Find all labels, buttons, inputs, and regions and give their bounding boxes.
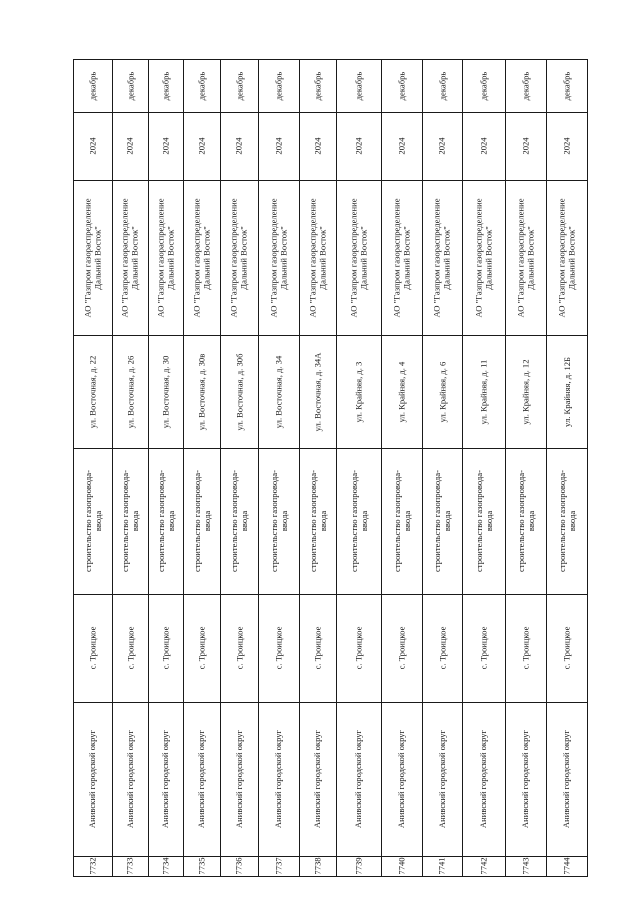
year-text: 2024 bbox=[437, 137, 447, 155]
work-line: строительство газопровода- bbox=[432, 470, 442, 572]
district-text: Анивский городской округ bbox=[353, 729, 364, 829]
org-text bbox=[192, 198, 212, 317]
row-divider bbox=[587, 59, 588, 876]
address-text: ул. Восточная, д. 34 bbox=[273, 355, 284, 428]
work-line: строительство газопровода- bbox=[229, 470, 239, 572]
org-text bbox=[120, 198, 140, 317]
settlement-text: с. Троицкое bbox=[160, 626, 171, 670]
district-text: Анивский городской округ bbox=[437, 729, 447, 829]
cell-work bbox=[546, 448, 587, 594]
cell-address bbox=[183, 335, 220, 448]
num-text: 7733 bbox=[125, 857, 135, 875]
org-text bbox=[269, 198, 289, 317]
address-text: ул. Восточная, д. 30 bbox=[160, 355, 171, 428]
cell-address bbox=[462, 335, 505, 448]
work-text bbox=[192, 470, 212, 572]
cell-address bbox=[546, 335, 587, 448]
org-line: АО "Газпром газораспределение bbox=[82, 197, 93, 318]
cell-district bbox=[462, 702, 505, 856]
year-text: 2024 bbox=[561, 137, 572, 155]
cell-num bbox=[183, 856, 220, 876]
cell-address bbox=[73, 335, 112, 448]
work-line: ввода bbox=[483, 510, 494, 532]
month-text: декабрь bbox=[124, 71, 135, 100]
work-line: строительство газопровода- bbox=[556, 470, 567, 572]
cell-district bbox=[148, 702, 183, 856]
cell-district bbox=[258, 702, 299, 856]
work-line: ввода bbox=[130, 510, 140, 532]
cell-settlement bbox=[258, 594, 299, 702]
work-line: ввода bbox=[165, 510, 176, 532]
address-text: ул. Восточная, д. 26 bbox=[125, 355, 135, 428]
work-text bbox=[474, 470, 494, 572]
year-text: 2024 bbox=[273, 137, 284, 155]
work-text bbox=[229, 470, 249, 572]
cell-work bbox=[381, 448, 422, 594]
cell-settlement bbox=[220, 594, 258, 702]
org-line: АО "Газпром газораспределение bbox=[155, 197, 166, 318]
work-line: ввода bbox=[92, 510, 103, 532]
cell-month bbox=[336, 59, 381, 112]
cell-address bbox=[422, 335, 462, 448]
num-text: 7737 bbox=[273, 857, 284, 875]
cell-settlement bbox=[505, 594, 546, 702]
cell-month bbox=[422, 59, 462, 112]
settlement-text: с. Троицкое bbox=[437, 626, 447, 670]
address-text: ул. Восточная, д. 22 bbox=[87, 355, 98, 428]
cell-month bbox=[148, 59, 183, 112]
district-text: Анивский городской округ bbox=[125, 729, 135, 829]
cell-num bbox=[381, 856, 422, 876]
cell-district bbox=[220, 702, 258, 856]
month-text: декабрь bbox=[478, 71, 489, 100]
cell-year bbox=[148, 112, 183, 180]
org-line: АО "Газпром газораспределение bbox=[307, 197, 318, 318]
cell-district bbox=[546, 702, 587, 856]
cell-month bbox=[299, 59, 336, 112]
cell-work bbox=[422, 448, 462, 594]
cell-work bbox=[299, 448, 336, 594]
cell-org bbox=[462, 180, 505, 335]
work-line: ввода bbox=[278, 510, 289, 532]
cell-year bbox=[462, 112, 505, 180]
cell-num bbox=[505, 856, 546, 876]
work-text bbox=[120, 470, 140, 572]
num-text: 7734 bbox=[160, 857, 171, 875]
work-line: строительство газопровода- bbox=[515, 470, 526, 572]
cell-month bbox=[220, 59, 258, 112]
month-text: декабрь bbox=[273, 71, 284, 100]
num-text: 7742 bbox=[478, 857, 489, 875]
cell-work bbox=[258, 448, 299, 594]
cell-district bbox=[336, 702, 381, 856]
org-line: АО "Газпром газораспределение bbox=[191, 197, 202, 318]
work-line: ввода bbox=[566, 510, 577, 532]
cell-address bbox=[148, 335, 183, 448]
org-line: АО "Газпром газораспределение bbox=[473, 197, 484, 318]
cell-org bbox=[183, 180, 220, 335]
cell-org bbox=[546, 180, 587, 335]
work-line: строительство газопровода- bbox=[307, 470, 318, 572]
settlement-text: с. Троицкое bbox=[396, 626, 407, 670]
month-text: декабрь bbox=[196, 71, 207, 100]
cell-year bbox=[299, 112, 336, 180]
cell-address bbox=[505, 335, 546, 448]
month-text: декабрь bbox=[396, 71, 407, 100]
cell-district bbox=[183, 702, 220, 856]
org-text bbox=[308, 198, 328, 317]
org-line: Дальний Восток" bbox=[566, 225, 577, 290]
cell-work bbox=[148, 448, 183, 594]
work-text bbox=[156, 470, 176, 572]
cell-month bbox=[462, 59, 505, 112]
cell-address bbox=[299, 335, 336, 448]
district-text: Анивский городской округ bbox=[160, 729, 171, 829]
cell-num bbox=[258, 856, 299, 876]
cell-org bbox=[112, 180, 148, 335]
cell-num bbox=[462, 856, 505, 876]
num-text: 7739 bbox=[353, 857, 364, 875]
cell-num bbox=[73, 856, 112, 876]
work-text bbox=[349, 470, 369, 572]
org-line: Дальний Восток" bbox=[201, 225, 212, 290]
org-line: Дальний Восток" bbox=[130, 225, 140, 290]
org-line: АО "Газпром газораспределение bbox=[120, 197, 130, 318]
settlement-text: с. Троицкое bbox=[87, 626, 98, 670]
work-text bbox=[269, 470, 289, 572]
cell-year bbox=[422, 112, 462, 180]
cell-num bbox=[422, 856, 462, 876]
work-line: ввода bbox=[201, 510, 212, 532]
cell-month bbox=[112, 59, 148, 112]
cell-year bbox=[546, 112, 587, 180]
year-text: 2024 bbox=[234, 137, 244, 155]
district-text: Анивский городской округ bbox=[234, 729, 244, 829]
cell-org bbox=[336, 180, 381, 335]
year-text: 2024 bbox=[160, 137, 171, 155]
address-text: ул. Крайняя, д. 12 bbox=[520, 358, 531, 425]
address-text: ул. Крайняя, д. 6 bbox=[437, 361, 447, 422]
address-text: ул. Крайняя, д. 11 bbox=[478, 359, 489, 424]
org-line: Дальний Восток" bbox=[401, 225, 412, 290]
cell-address bbox=[258, 335, 299, 448]
year-text: 2024 bbox=[125, 137, 135, 155]
cell-num bbox=[336, 856, 381, 876]
cell-year bbox=[112, 112, 148, 180]
org-text bbox=[349, 198, 369, 317]
num-text: 7741 bbox=[437, 857, 447, 875]
org-line: Дальний Восток" bbox=[483, 225, 494, 290]
org-text bbox=[156, 198, 176, 317]
cell-work bbox=[462, 448, 505, 594]
cell-year bbox=[183, 112, 220, 180]
cell-work bbox=[336, 448, 381, 594]
cell-org bbox=[381, 180, 422, 335]
cell-org bbox=[299, 180, 336, 335]
org-line: Дальний Восток" bbox=[278, 225, 289, 290]
work-line: ввода bbox=[239, 510, 249, 532]
org-text bbox=[516, 198, 536, 317]
org-text bbox=[432, 198, 452, 317]
org-text bbox=[557, 198, 577, 317]
org-text bbox=[392, 198, 412, 317]
cell-org bbox=[73, 180, 112, 335]
org-line: АО "Газпром газораспределение bbox=[391, 197, 402, 318]
cell-num bbox=[112, 856, 148, 876]
cell-settlement bbox=[422, 594, 462, 702]
district-text: Анивский городской округ bbox=[87, 729, 98, 829]
cell-year bbox=[258, 112, 299, 180]
district-text: Анивский городской округ bbox=[396, 729, 407, 829]
year-text: 2024 bbox=[312, 137, 323, 155]
cell-address bbox=[381, 335, 422, 448]
work-text bbox=[392, 470, 412, 572]
address-text: ул. Крайняя, д. 12Б bbox=[561, 356, 572, 427]
num-text: 7740 bbox=[396, 857, 407, 875]
cell-district bbox=[422, 702, 462, 856]
cell-month bbox=[258, 59, 299, 112]
cell-settlement bbox=[462, 594, 505, 702]
year-text: 2024 bbox=[196, 137, 207, 155]
org-text bbox=[83, 198, 103, 317]
work-line: ввода bbox=[525, 510, 536, 532]
cell-num bbox=[546, 856, 587, 876]
cell-settlement bbox=[299, 594, 336, 702]
settlement-text: с. Троицкое bbox=[312, 626, 323, 670]
work-line: строительство газопровода- bbox=[391, 470, 402, 572]
work-text bbox=[432, 470, 452, 572]
year-text: 2024 bbox=[353, 137, 364, 155]
month-text: декабрь bbox=[233, 71, 244, 100]
year-text: 2024 bbox=[478, 137, 489, 155]
work-line: ввода bbox=[401, 510, 412, 532]
num-text: 7736 bbox=[234, 857, 244, 875]
cell-month bbox=[73, 59, 112, 112]
work-line: строительство газопровода- bbox=[82, 470, 93, 572]
cell-year bbox=[505, 112, 546, 180]
month-text: декабрь bbox=[520, 71, 531, 100]
cell-org bbox=[220, 180, 258, 335]
work-line: строительство газопровода- bbox=[268, 470, 279, 572]
column-divider bbox=[73, 876, 588, 877]
cell-year bbox=[336, 112, 381, 180]
work-text bbox=[516, 470, 536, 572]
org-line: АО "Газпром газораспределение bbox=[348, 197, 359, 318]
work-text bbox=[308, 470, 328, 572]
cell-month bbox=[505, 59, 546, 112]
district-text: Анивский городской округ bbox=[478, 729, 489, 829]
cell-work bbox=[73, 448, 112, 594]
year-text: 2024 bbox=[87, 137, 98, 155]
work-line: строительство газопровода- bbox=[191, 470, 202, 572]
cell-settlement bbox=[546, 594, 587, 702]
settlement-text: с. Троицкое bbox=[196, 626, 207, 670]
cell-num bbox=[299, 856, 336, 876]
cell-month bbox=[546, 59, 587, 112]
org-line: АО "Газпром газораспределение bbox=[268, 197, 279, 318]
cell-org bbox=[148, 180, 183, 335]
org-line: АО "Газпром газораспределение bbox=[229, 197, 239, 318]
month-text: декабрь bbox=[87, 71, 98, 100]
cell-district bbox=[73, 702, 112, 856]
num-text: 7744 bbox=[561, 857, 572, 875]
cell-settlement bbox=[112, 594, 148, 702]
cell-address bbox=[336, 335, 381, 448]
district-text: Анивский городской округ bbox=[520, 729, 531, 829]
cell-work bbox=[112, 448, 148, 594]
address-text: ул. Восточная, д. 30в bbox=[196, 353, 207, 430]
org-text bbox=[474, 198, 494, 317]
num-text: 7732 bbox=[87, 857, 98, 875]
month-text: декабрь bbox=[561, 71, 572, 100]
cell-district bbox=[299, 702, 336, 856]
cell-num bbox=[220, 856, 258, 876]
cell-address bbox=[220, 335, 258, 448]
cell-work bbox=[220, 448, 258, 594]
settlement-text: с. Троицкое bbox=[561, 626, 572, 670]
org-line: Дальний Восток" bbox=[358, 225, 369, 290]
num-text: 7735 bbox=[196, 857, 207, 875]
org-line: АО "Газпром газораспределение bbox=[432, 197, 442, 318]
address-text: ул. Восточная, д. 30б bbox=[234, 353, 244, 430]
work-line: ввода bbox=[442, 510, 452, 532]
cell-num bbox=[148, 856, 183, 876]
settlement-text: с. Троицкое bbox=[273, 626, 284, 670]
cell-district bbox=[505, 702, 546, 856]
district-text: Анивский городской округ bbox=[312, 729, 323, 829]
settlement-text: с. Троицкое bbox=[125, 626, 135, 670]
org-line: Дальний Восток" bbox=[442, 225, 452, 290]
cell-settlement bbox=[336, 594, 381, 702]
cell-work bbox=[505, 448, 546, 594]
work-line: ввода bbox=[358, 510, 369, 532]
cell-settlement bbox=[148, 594, 183, 702]
address-text: ул. Восточная, д. 34А bbox=[312, 352, 323, 431]
org-line: Дальний Восток" bbox=[92, 225, 103, 290]
cell-org bbox=[258, 180, 299, 335]
cell-work bbox=[183, 448, 220, 594]
cell-settlement bbox=[381, 594, 422, 702]
month-text: декабрь bbox=[312, 71, 323, 100]
settlement-text: с. Троицкое bbox=[520, 626, 531, 670]
year-text: 2024 bbox=[520, 137, 531, 155]
address-text: ул. Крайняя, д. 4 bbox=[396, 361, 407, 422]
district-text: Анивский городской округ bbox=[561, 729, 572, 829]
year-text: 2024 bbox=[396, 137, 407, 155]
cell-year bbox=[73, 112, 112, 180]
cell-settlement bbox=[73, 594, 112, 702]
work-line: строительство газопровода- bbox=[473, 470, 484, 572]
work-line: строительство газопровода- bbox=[120, 470, 130, 572]
work-line: строительство газопровода- bbox=[155, 470, 166, 572]
org-line: Дальний Восток" bbox=[317, 225, 328, 290]
org-line: Дальний Восток" bbox=[165, 225, 176, 290]
month-text: декабрь bbox=[160, 71, 171, 100]
work-line: ввода bbox=[317, 510, 328, 532]
work-text bbox=[557, 470, 577, 572]
month-text: декабрь bbox=[353, 71, 364, 100]
org-text bbox=[229, 198, 249, 317]
district-text: Анивский городской округ bbox=[196, 729, 207, 829]
cell-year bbox=[220, 112, 258, 180]
cell-org bbox=[505, 180, 546, 335]
work-line: строительство газопровода- bbox=[348, 470, 359, 572]
cell-address bbox=[112, 335, 148, 448]
work-text bbox=[83, 470, 103, 572]
num-text: 7738 bbox=[312, 857, 323, 875]
settlement-text: с. Троицкое bbox=[353, 626, 364, 670]
org-line: АО "Газпром газораспределение bbox=[556, 197, 567, 318]
org-line: Дальний Восток" bbox=[525, 225, 536, 290]
settlement-text: с. Троицкое bbox=[478, 626, 489, 670]
address-text: ул. Крайняя, д. 3 bbox=[353, 361, 364, 422]
cell-org bbox=[422, 180, 462, 335]
org-line: АО "Газпром газораспределение bbox=[515, 197, 526, 318]
org-line: Дальний Восток" bbox=[239, 225, 249, 290]
cell-month bbox=[183, 59, 220, 112]
cell-district bbox=[381, 702, 422, 856]
district-text: Анивский городской округ bbox=[273, 729, 284, 829]
cell-month bbox=[381, 59, 422, 112]
cell-district bbox=[112, 702, 148, 856]
cell-settlement bbox=[183, 594, 220, 702]
month-text: декабрь bbox=[436, 71, 447, 100]
cell-year bbox=[381, 112, 422, 180]
settlement-text: с. Троицкое bbox=[234, 626, 244, 670]
num-text: 7743 bbox=[520, 857, 531, 875]
